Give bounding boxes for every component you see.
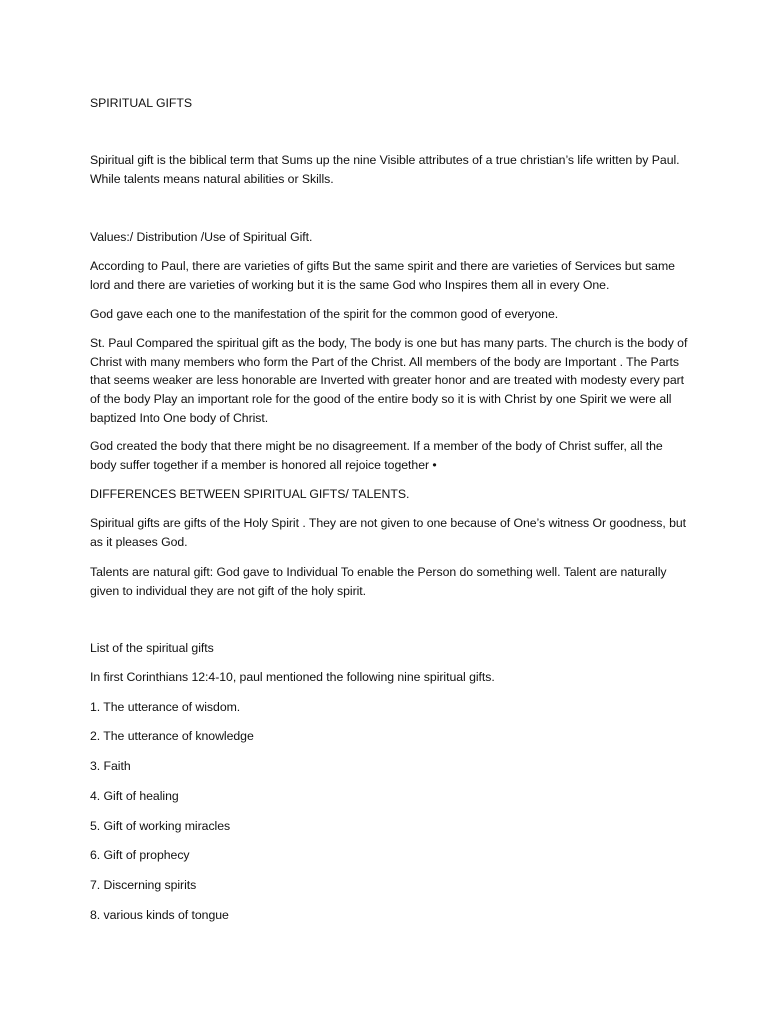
list-item: 2. The utterance of knowledge [90, 729, 254, 743]
paragraph-manifestation: God gave each one to the manifestation of the spirit for the common good of everyone. [90, 307, 559, 321]
list-item: 6. Gift of prophecy [90, 848, 190, 862]
intro-paragraph: Spiritual gift is the biblical term that Sums up the nine Visible attributes of a true christian’s life written by Paul. While talents means natural abilities or Skills. [90, 153, 680, 186]
list-item: 7. Discerning spirits [90, 878, 197, 892]
paragraph-talents: Talents are natural gift: God gave to Individual To enable the Person do something well. Talent are naturally given to individual they are not gift of the holy spirit. [90, 565, 667, 598]
list-item: 3. Faith [90, 759, 131, 773]
differences-heading: DIFFERENCES BETWEEN SPIRITUAL GIFTS/ TALENTS. [90, 487, 410, 501]
list-intro: In first Corinthians 12:4-10, paul mentioned the following nine spiritual gifts. [90, 670, 495, 684]
paragraph-body-of-christ: St. Paul Compared the spiritual gift as the body, The body is one but has many parts. The church is the body of Christ with many members who form the Part of the Christ. All members of the body are Important . The Parts that seems weaker are less honorable are Inverted with greater honor and are treated with modesty every part of the body Play an important role for the good of the entire body so it is with Christ by one Spirit we were all baptized Into One body of Christ. [90, 336, 688, 425]
paragraph-spiritual-gifts: Spiritual gifts are gifts of the Holy Spirit . They are not given to one because of One’s witness Or goodness, but as it pleases God. [90, 516, 687, 549]
list-item: 5. Gift of working miracles [90, 819, 231, 833]
values-heading: Values:/ Distribution /Use of Spiritual Gift. [90, 230, 313, 244]
list-heading: List of the spiritual gifts [90, 641, 214, 655]
paragraph-no-disagreement: God created the body that there might be no disagreement. If a member of the body of Christ suffer, all the body suffer together if a member is honored all rejoice together • [90, 439, 663, 472]
paragraph-varieties: According to Paul, there are varieties of gifts But the same spirit and there are varieties of Services but same lord and there are varieties of working but it is the same God who Inspires them all in every One. [90, 259, 675, 292]
list-item: 8. various kinds of tongue [90, 908, 229, 922]
list-item: 4. Gift of healing [90, 789, 179, 803]
document-title: SPIRITUAL GIFTS [90, 96, 192, 110]
list-item: 1. The utterance of wisdom. [90, 700, 241, 714]
